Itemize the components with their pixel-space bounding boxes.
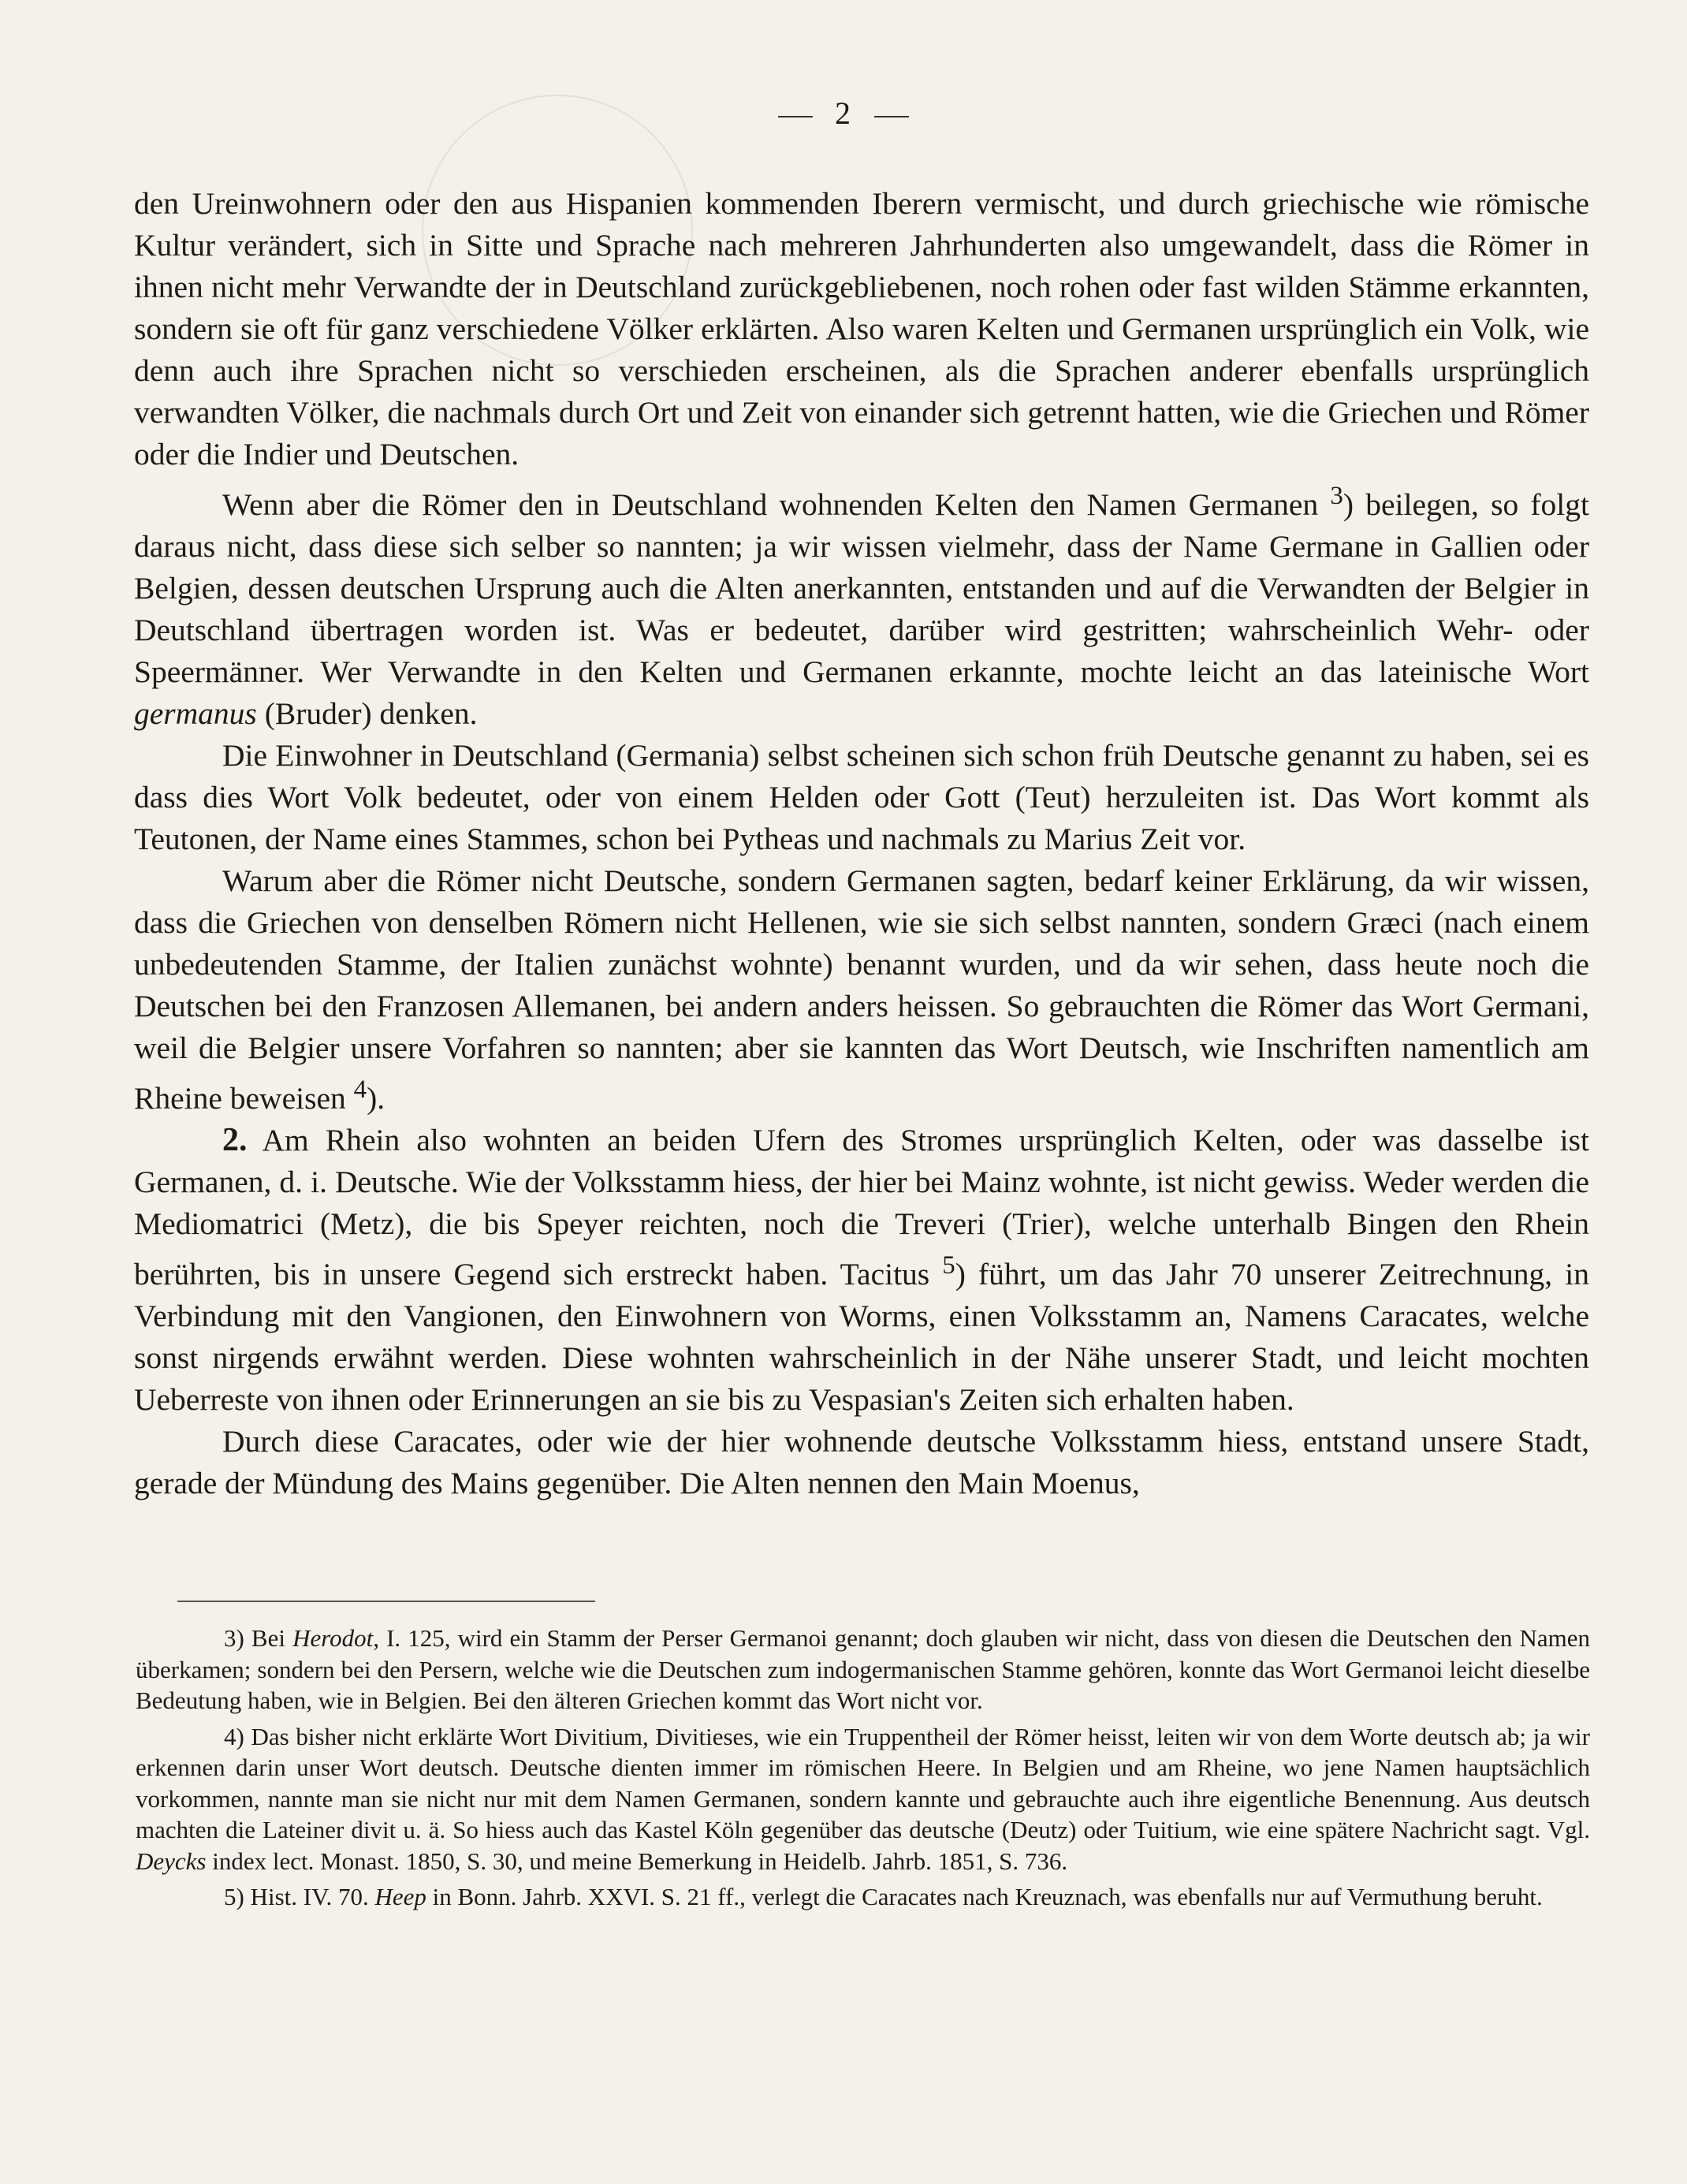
header-dash-left	[778, 116, 813, 117]
paragraph-6: Durch diese Caracates, oder wie der hier wohnende deutsche Volksstamm hiess, entstand unsere Stadt, gerade der Mündung des Mains gegenüber. Die Alten nennen den Main Moenus,	[134, 1424, 1589, 1501]
latin-term: germanus	[134, 696, 257, 732]
page-number: 2	[835, 95, 852, 131]
section-number: 2.	[222, 1122, 248, 1159]
footnote-5: 5) Hist. IV. 70. Heep in Bonn. Jahrb. XXVI. S. 21 ff., verlegt die Caracates nach Kreuznach, was ebenfalls nur auf Vermuthung beruht.	[224, 1883, 1543, 1910]
paragraph-2: Wenn aber die Römer den in Deutschland wohnenden Kelten den Namen Germanen $^3$) beilegen, so folgt daraus nicht, dass diese sich selber so nannten; ja wir wissen vielmehr, dass der Name Germane in Gallien oder Belgien, dessen deutschen Ursprung auch die Alten anerkannten, entstanden und auf die Verwandten der Belgier in Deutschland übertragen worden ist. Was er bedeutet, darüber wird gestritten; wahrscheinlich Wehr- oder Speermänner. Wer Verwandte in den Kelten und Germanen erkannte, mochte leicht an das lateinische Wort germanus (Bruder) denken.	[134, 482, 1589, 732]
footnotes	[136, 1623, 1590, 1918]
paragraph-1: den Ureinwohnern oder den aus Hispanien kommenden Iberern vermischt, und durch griechische wie römische Kultur verändert, sich in Sitte und Sprache nach mehreren Jahrhunderten also umgewandelt, dass die Römer in ihnen nicht mehr Verwandte der in Deutschland zurückgebliebenen, noch rohen oder fast wilden Stämme erkannten, sondern sie oft für ganz verschiedene Völker erklärten. Also waren Kelten und Germanen ursprünglich ein Volk, wie denn auch ihre Sprachen nicht so verschieden erscheinen, als die Sprachen anderer ebenfalls ursprünglich verwandten Völker, die nachmals durch Ort und Zeit von einander sich getrennt hatten, wie die Griechen und Römer oder die Indier und Deutschen.	[134, 186, 1589, 471]
footnote-ref-5: 5	[942, 1251, 955, 1280]
paragraph-4: Warum aber die Römer nicht Deutsche, sondern Germanen sagten, bedarf keiner Erklärung, da wir wissen, dass die Griechen von denselben Römern nicht Hellenen, wie sie sich selbst nannten, sondern Græci (nach einem unbedeutenden Stamme, der Italien zunächst wohnte) benannt wurden, und da wir sehen, dass heute noch die Deutschen bei den Franzosen Allemanen, bei andern anders heissen. So gebrauchten die Römer das Wort Germani, weil die Belgier unsere Vorfahren so nannten; aber sie kannten das Wort Deutsch, wie Inschriften namentlich am Rheine beweisen $^4$).	[134, 863, 1589, 1116]
footnote-rule	[177, 1601, 595, 1602]
section-2-paragraph: 2. Am Rhein also wohnten an beiden Ufern des Stromes ursprünglich Kelten, oder was dasselbe ist Germanen, d. i. Deutsche. Wie der Volksstamm hiess, der hier bei Mainz wohnte, ist nicht gewiss. Weder werden die Mediomatrici (Metz), die bis Speyer reichten, noch die Treveri (Trier), welche unterhalb Bingen den Rhein berührten, bis in unsere Gegend sich erstreckt haben. Tacitus $^5$) führt, um das Jahr 70 unserer Zeitrechnung, in Verbindung mit den Vangionen, den Einwohnern von Worms, einen Volksstamm an, Namens Caracates, welche sonst nirgends erwähnt werden. Diese wohnten wahrscheinlich in der Nähe unserer Stadt, und leicht mochten Ueberreste von ihnen oder Erinnerungen an sie bis zu Vespasian's Zeiten sich erhalten haben.	[134, 1122, 1589, 1418]
footnote-ref-4: 4	[353, 1075, 367, 1105]
main-text	[134, 183, 1589, 1504]
paragraph-3: Die Einwohner in Deutschland (Germania) selbst scheinen sich schon früh Deutsche genannt zu haben, sei es dass dies Wort Volk bedeutet, oder von einem Helden oder Gott (Teut) herzuleiten ist. Das Wort kommt als Teutonen, der Name eines Stammes, schon bei Pytheas und nachmals zu Marius Zeit vor.	[134, 738, 1589, 857]
footnote-4: 4) Das bisher nicht erklärte Wort Divitium, Divitieses, wie ein Truppentheil der Römer heisst, leiten wir von dem Worte deutsch ab; ja wir erkennen darin unser Wort deutsch. Deutsche dienten immer im römischen Heere. In Belgien und am Rheine, wo jene Namen hauptsächlich vorkommen, nannte man sie nicht nur mit dem Namen Germanen, sondern kannte und gebrauchte auch ihre eigentliche Benennung. Aus deutsch machten die Lateiner divit u. ä. So hiess auch das Kastel Köln gegenüber das deutsche (Deutz) oder Tuitium, wie eine spätere Nachricht sagt. Vgl. Deycks index lect. Monast. 1850, S. 30, und meine Bemerkung in Heidelb. Jahrb. 1851, S. 736.	[136, 1722, 1590, 1875]
footnote-ref-3: 3	[1330, 482, 1343, 510]
page-header	[0, 95, 1687, 132]
footnote-3: 3) Bei Herodot, I. 125, wird ein Stamm der Perser Germanoi genannt; doch glauben wir nicht, dass von diesen die Deutschen den Namen überkamen; sondern bei den Persern, welche wie die Deutschen zum indogermanischen Stamme gehören, konnte das Wort Germanoi leicht dieselbe Bedeutung haben, wie in Belgien. Bei den älteren Griechen kommt das Wort nicht vor.	[136, 1624, 1590, 1714]
header-dash-right	[874, 116, 909, 117]
